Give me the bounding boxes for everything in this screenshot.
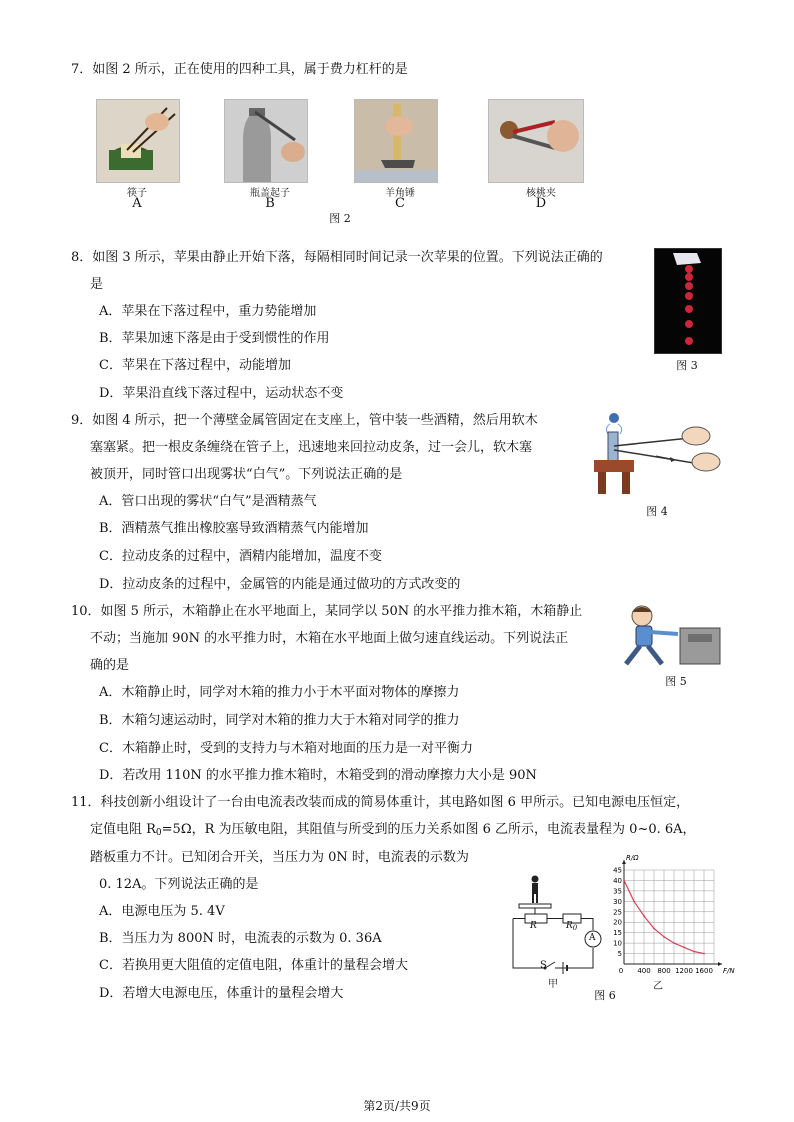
circuit-label-r0-sub: 0 [572,924,578,932]
chart-y-tick-label: 15 [613,929,622,938]
chart-y-tick-label: 30 [613,897,622,906]
chart-x-axis-label: F/N [723,967,735,975]
chart-y-tick-label: 35 [613,887,622,896]
q9-option-a: A．管口出现的雾状“白气”是酒精蒸气 [99,494,317,509]
fig3-caption: 图 3 [676,359,698,372]
chart-data-point [683,946,685,948]
q9-option-b: B．酒精蒸气推出橡胶塞导致酒精蒸气内能增加 [99,521,369,536]
circuit-label-r0-main: R [566,921,573,931]
q11-stem-line1: 11．科技创新小组设计了一台由电流表改装而成的简易体重计，其电路如图 6 甲所示。已知电源电压恒定， [71,795,690,810]
fig6-caption: 图 6 [594,989,616,1002]
chart-y-tick-label: 20 [613,918,622,927]
tool-letter-b: B [265,196,275,211]
q10-option-a: A．木箱静止时，同学对木箱的推力小于木平面对物体的摩擦力 [99,685,460,700]
q9-stem-line3: 被顶开，同时管口出现雾状“白气”。下列说法正确的是 [90,467,403,482]
chart-data-point [663,936,665,938]
chart-x-arrow [718,962,722,966]
q10-stem-line2: 不动；当施加 90N 的水平推力时，木箱在水平地面上做匀速直线运动。下列说法正 [90,631,569,646]
pedal-plate [519,904,551,908]
fig4-caption: 图 4 [646,505,668,518]
weight-scale-circuit [505,870,605,990]
resistance-force-chart [604,852,735,984]
q8-stem-line1: 8．如图 3 所示，苹果由静止开始下落，每隔相同时间记录一次苹果的位置。下列说法正确的 [71,250,603,265]
q7-stem: 7．如图 2 所示，正在使用的四种工具，属于费力杠杆的是 [71,62,408,77]
chart-y-axis-label: R/Ω [626,854,639,862]
q11-option-c: C．若换用更大阻值的定值电阻，体重计的量程会增大 [99,958,408,973]
q11-stem-r0-subscript: 0 [155,828,162,838]
chopsticks-photo [96,99,180,183]
q10-option-c: C．木箱静止时，受到的支持力与木箱对地面的压力是一对平衡力 [99,741,473,756]
chart-data-point [623,880,625,882]
circuit-label-r0 [566,921,577,932]
tool-letter-c: C [395,196,405,211]
nutcracker-photo [488,99,584,183]
q9-option-c: C．拉动皮条的过程中，酒精内能增加，温度不变 [99,549,382,564]
chart-data-point [693,951,695,953]
switch-label: S [540,960,547,971]
circuit-diagram-label: 甲 [548,979,558,990]
chart-x-tick-label: 0 [618,967,624,975]
q11-option-b: B．当压力为 800N 时，电流表的示数为 0. 36A [99,931,382,946]
q9-stem-line1: 9．如图 4 所示，把一个薄壁金属管固定在支座上，管中装一些酒精，然后用软木 [71,413,538,428]
tool-name-c: 羊角锤 [385,188,415,199]
q10-stem-line1: 10．如图 5 所示，木箱静止在水平地面上，某同学以 50N 的水平推力推木箱，木箱静止 [71,604,583,619]
falling-apple-photo [654,248,722,354]
q10-stem-line3: 确的是 [90,658,130,673]
chart-x-tick-label: 400 [637,967,651,975]
q8-option-d: D．苹果沿直线下落过程中，运动状态不变 [99,386,344,401]
tool-name-a: 筷子 [127,188,147,199]
chart-y-tick-label: 25 [613,908,622,917]
q11-stem-line2-rest: =5Ω，R 为压敏电阻，其阻值与所受到的压力关系如图 6 乙所示，电流表量程为 0~0. 6A， [161,822,696,837]
fig5-caption: 图 5 [665,675,687,688]
q10-option-b: B．木箱匀速运动时，同学对木箱的推力大于木箱对同学的推力 [99,713,460,728]
chart-data-point [633,900,635,902]
q10-option-d: D．若改用 110N 的水平推力推木箱时，木箱受到的滑动摩擦力大小是 90N [99,768,537,783]
q11-stem-line4: 0. 12A。下列说法正确的是 [99,877,259,892]
chart-x-tick-label: 800 [657,967,671,975]
q11-option-a: A．电源电压为 5. 4V [99,904,225,919]
q11-stem-line3: 踏板重力不计。已知闭合开关，当压力为 0N 时，电流表的示数为 [90,850,469,865]
claw-hammer-photo [354,99,438,183]
fig2-caption: 图 2 [329,212,351,225]
q11-stem-r0-label: 定值电阻 R [90,822,156,837]
tool-name-b: 瓶盖起子 [250,188,290,199]
chart-x-tick-label: 1200 [675,967,693,975]
chart-data-point [673,942,675,944]
boy-pushing-box-illustration [614,604,724,670]
q8-option-c: C．苹果在下落过程中，动能增加 [99,358,291,373]
tool-letter-d: D [535,196,547,211]
q9-stem-line2: 塞塞紧。把一根皮条缠绕在管子上，迅速地来回拉动皮条，过一会儿，软木塞 [90,440,533,455]
q9-option-d: D．拉动皮条的过程中，金属管的内能是通过做功的方式改变的 [99,577,461,592]
chart-y-tick-label: 40 [613,876,622,885]
q8-stem-line2: 是 [90,277,104,292]
bottle-opener-photo [224,99,308,183]
ammeter-label: A [589,933,596,943]
chart-y-tick-label: 45 [613,866,622,875]
circuit-label-r: R [530,921,537,931]
chart-x-tick-label: 1600 [695,967,713,975]
tool-letter-a: A [132,196,142,211]
chart-label: 乙 [653,981,663,992]
chart-data-point [643,915,645,917]
chart-data-point [653,928,655,930]
q11-stem-line2 [90,821,696,842]
chart-y-tick-label: 5 [617,950,622,959]
q8-option-a: A．苹果在下落过程中，重力势能增加 [99,304,317,319]
metal-tube-illustration [590,410,726,496]
q8-option-b: B．苹果加速下落是由于受到惯性的作用 [99,331,330,346]
q11-option-d: D．若增大电源电压，体重计的量程会增大 [99,986,344,1001]
chart-y-tick-label: 10 [613,939,622,948]
tool-name-d: 核桃夹 [526,188,556,199]
page-footer: 第2页/共9页 [363,1099,431,1113]
chart-data-point [703,953,705,955]
person-on-pedal-icon [532,876,539,904]
